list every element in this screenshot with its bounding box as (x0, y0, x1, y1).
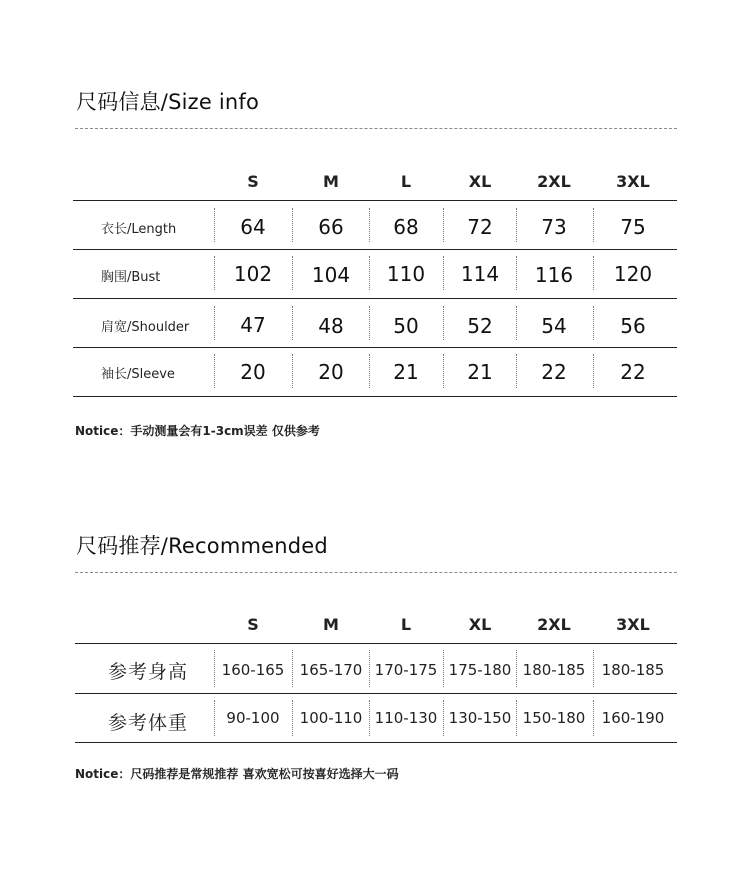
recommended-title: 尺码推荐/Recommended (76, 534, 328, 558)
column-divider (292, 354, 293, 388)
column-divider (593, 354, 594, 388)
cell-bust-2xl: 116 (534, 263, 574, 287)
cell-shoulder-m: 48 (318, 314, 344, 338)
column-divider (369, 208, 370, 242)
cell-shoulder-s: 47 (240, 313, 266, 337)
cell-length-3xl: 75 (620, 215, 646, 239)
column-divider (443, 306, 444, 340)
size-header-m: M (323, 172, 339, 191)
cell-weight-s: 90-100 (226, 709, 280, 727)
column-divider (292, 256, 293, 290)
cell-length-l: 68 (393, 215, 419, 239)
cell-height-2xl: 180-185 (522, 661, 586, 679)
column-divider (214, 306, 215, 340)
column-divider (593, 306, 594, 340)
column-divider (292, 306, 293, 340)
cell-shoulder-2xl: 54 (541, 314, 567, 338)
cell-weight-2xl: 150-180 (522, 709, 586, 727)
cell-weight-m: 100-110 (299, 709, 363, 727)
size-header-2xl: 2XL (537, 172, 571, 191)
column-divider (369, 306, 370, 340)
row-label-height: 参考身高 (108, 661, 189, 683)
cell-length-m: 66 (318, 215, 344, 239)
recommended-title-divider (75, 572, 677, 573)
table-rule (73, 249, 677, 250)
size-info-title-divider (75, 128, 677, 129)
table-rule (75, 742, 677, 743)
cell-sleeve-l: 21 (393, 360, 419, 384)
row-label-length: 衣长/Length (101, 222, 177, 237)
cell-height-m: 165-170 (299, 661, 363, 679)
column-divider (443, 256, 444, 290)
cell-sleeve-xl: 21 (467, 360, 493, 384)
cell-length-xl: 72 (467, 215, 493, 239)
table-rule (75, 643, 677, 644)
column-divider (443, 208, 444, 242)
column-divider (516, 354, 517, 388)
cell-sleeve-3xl: 22 (620, 360, 646, 384)
cell-bust-xl: 114 (460, 262, 500, 286)
cell-height-l: 170-175 (374, 661, 438, 679)
cell-sleeve-s: 20 (240, 360, 266, 384)
cell-length-s: 64 (240, 215, 266, 239)
cell-length-2xl: 73 (541, 215, 567, 239)
rec-header-3xl: 3XL (616, 615, 650, 634)
rec-header-xl: XL (468, 615, 492, 634)
table-rule (73, 298, 677, 299)
cell-sleeve-2xl: 22 (541, 360, 567, 384)
row-label-shoulder: 肩宽/Shoulder (101, 320, 190, 335)
size-info-title: 尺码信息/Size info (76, 90, 260, 114)
rec-header-m: M (323, 615, 339, 634)
cell-bust-l: 110 (386, 262, 426, 286)
table-rule (73, 396, 677, 397)
table-rule (75, 693, 677, 694)
column-divider (593, 256, 594, 290)
cell-bust-s: 102 (233, 262, 273, 286)
row-label-sleeve: 袖长/Sleeve (101, 367, 175, 382)
column-divider (214, 208, 215, 242)
column-divider (516, 208, 517, 242)
size-header-xl: XL (468, 172, 492, 191)
cell-height-s: 160-165 (221, 661, 285, 679)
column-divider (214, 256, 215, 290)
column-divider (516, 306, 517, 340)
column-divider (369, 354, 370, 388)
column-divider (214, 354, 215, 388)
column-divider (516, 256, 517, 290)
cell-bust-m: 104 (311, 263, 351, 287)
cell-height-xl: 175-180 (448, 661, 512, 679)
size-info-notice: Notice：手动测量会有1-3cm误差 仅供参考 (75, 424, 320, 438)
cell-bust-3xl: 120 (613, 262, 653, 286)
size-header-s: S (247, 172, 259, 191)
column-divider (593, 208, 594, 242)
cell-shoulder-3xl: 56 (620, 314, 646, 338)
rec-header-l: L (400, 615, 412, 634)
table-rule (73, 200, 677, 201)
recommended-notice: Notice：尺码推荐是常规推荐 喜欢宽松可按喜好选择大一码 (75, 767, 399, 781)
column-divider (292, 208, 293, 242)
cell-shoulder-xl: 52 (467, 314, 493, 338)
cell-weight-l: 110-130 (374, 709, 438, 727)
cell-height-3xl: 180-185 (601, 661, 665, 679)
row-label-weight: 参考体重 (108, 712, 189, 734)
cell-sleeve-m: 20 (318, 360, 344, 384)
column-divider (443, 354, 444, 388)
column-divider (369, 256, 370, 290)
cell-weight-xl: 130-150 (448, 709, 512, 727)
table-rule (73, 347, 677, 348)
size-header-3xl: 3XL (616, 172, 650, 191)
cell-shoulder-l: 50 (393, 314, 419, 338)
rec-header-s: S (247, 615, 259, 634)
rec-header-2xl: 2XL (537, 615, 571, 634)
row-label-bust: 胸围/Bust (101, 270, 161, 285)
size-header-l: L (400, 172, 412, 191)
cell-weight-3xl: 160-190 (601, 709, 665, 727)
